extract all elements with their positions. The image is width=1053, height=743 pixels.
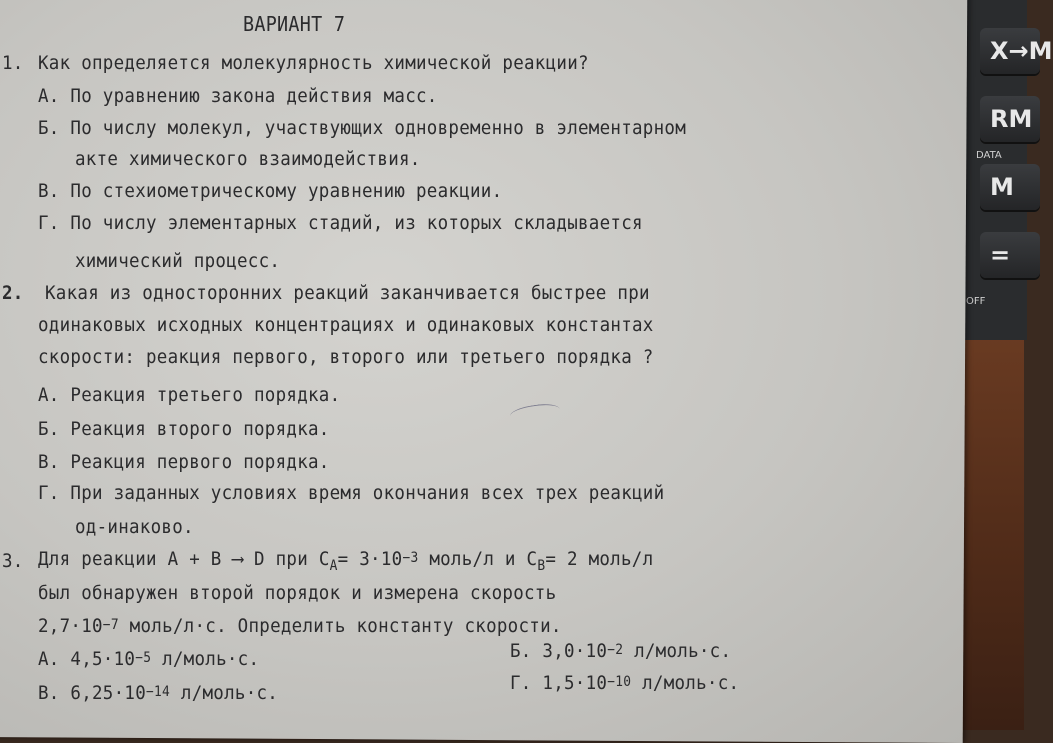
q3-option-a: А. $4,5\cdot 10^{-5}$ л/моль·с. [38, 648, 260, 670]
q1-option-b-line1: Б. По числу молекул, участвующих одновременно в элементарном [38, 117, 686, 139]
q2-option-a: А. Реакция третьего порядка. [38, 384, 341, 406]
q2-text-line3: скорости: реакция первого, второго или третьего порядка ? [38, 346, 654, 368]
q3-text-line3: $2,7\cdot 10^{-7}$ моль/л·с. Определить константу скорости. [38, 615, 562, 637]
q1-text: Как определяется молекулярность химической реакции? [38, 52, 589, 74]
q2-option-g-line1: Г. При заданных условиях время окончания всех трех реакций [38, 482, 665, 504]
q3-option-g: Г. $1,5\cdot 10^{-10}$ л/моль·с. [510, 672, 740, 694]
q3-option-b: Б. $3,0\cdot 10^{-2}$ л/моль·с. [510, 640, 732, 662]
q2-option-v: В. Реакция первого порядка. [38, 451, 330, 473]
q1-number: 1. [2, 52, 24, 74]
q1-option-g-line1: Г. По числу элементарных стадий, из которых складывается [38, 212, 643, 234]
q1-option-g-line2: химический процесс. [75, 250, 281, 272]
reaction-arrow: ⟶ [232, 548, 244, 570]
q2-number: 2. [2, 282, 24, 304]
q3-text-line1: Для реакции А + В ⟶ D при $C_A= 3\cdot 10^{-3}$ моль/л и $C_B= 2$ моль/л [38, 548, 654, 574]
variant-title: ВАРИАНТ 7 [243, 12, 346, 36]
m-key[interactable]: M [980, 164, 1040, 210]
x-to-m-key[interactable]: X→M [980, 28, 1040, 74]
q3-text-line2: был обнаружен второй порядок и измерена скорость [38, 582, 557, 604]
q3-number: 3. [2, 550, 24, 572]
q2-text-line2: одинаковых исходных концентрациях и одинаковых константах [38, 314, 654, 336]
off-label: OFF [966, 296, 986, 307]
q1-option-a: А. По уравнению закона действия масс. [38, 85, 438, 107]
pen-scribble [509, 402, 561, 424]
q2-text-line1: Какая из односторонних реакций заканчивается быстрее при [45, 282, 650, 304]
q1-option-v: В. По стехиометрическому уравнению реакции. [38, 180, 503, 202]
q3-option-v: В. $6,25\cdot 10^{-14}$ л/моль·с. [38, 682, 279, 704]
equals-key[interactable]: = [980, 232, 1040, 278]
q1-option-b-line2: акте химического взаимодействия. [75, 148, 421, 170]
q2-option-g-line2: од-инаково. [75, 516, 194, 538]
q2-option-b: Б. Реакция второго порядка. [38, 418, 330, 440]
data-label: DATA [976, 150, 1002, 161]
rm-key[interactable]: RM [980, 96, 1040, 142]
